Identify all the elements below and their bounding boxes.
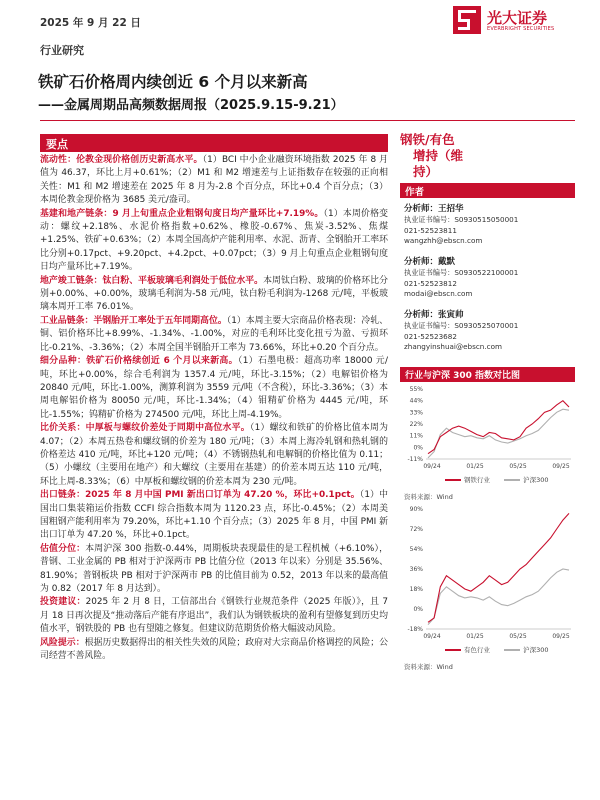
author-email[interactable]: wangzhh@ebscn.com (404, 236, 483, 246)
logo-text-cn: 光大证券 (487, 9, 548, 27)
author-cert: 执业证书编号：S0930525070001 (404, 321, 519, 330)
author-email[interactable]: modai@ebscn.com (404, 289, 473, 299)
report-subtitle: ——金属周期品高频数据周报（2025.9.15-9.21） (38, 98, 344, 113)
author-card (404, 309, 574, 353)
legend-swatch (504, 649, 520, 651)
sector-rating (400, 132, 466, 180)
chart1-source: 资料来源：Wind (404, 493, 453, 501)
y-tick-label: 72% (409, 526, 423, 533)
steel-vs-csi300-chart (400, 385, 575, 473)
y-tick-label: 54% (409, 546, 423, 553)
summary-paragraph: 基建和地产链条：9 月上旬重点企业粗钢旬度日均产量环比+7.19%。（1）本周价格变动：螺纹+2.18%、水泥价格指数+0.62%、橡胶-0.67%、焦炭-3.52%、焦煤+1.25%、铁矿+0.63%；（2）本周全国高炉产能利用率、水泥、沥青、全钢胎开工率环比分别+0.17pct、+9.20pct、+4.2pct、+0.07pct；（3）9 月上旬重点企业粗钢旬度日均产量环比+7.19%。 (40, 208, 389, 273)
y-tick-label: 18% (409, 586, 423, 593)
authors-header (400, 183, 575, 198)
title-divider (40, 120, 575, 121)
summary-paragraph: 比价关系：中厚板与螺纹价差处于同期中高位水平。（1）螺纹和铁矿的价格比值本周为 4.07；（2）本周五热卷和螺纹钢的价差为 180 元/吨；（3）本周上海冷轧钢和热轧钢的价格差达 410 元/吨，环比+120 元/吨；（4）不锈钢热轧和电解铜的价格比值为 0.11；（5）小螺纹（主要用在地产）和大螺纹（主要用在基建）的价差本周五达 110 元/吨，环比上周-8.33%；（6）中厚板和螺纹钢的价差本周为 230 元/吨。 (40, 423, 388, 487)
legend-item: 沪深300 (504, 476, 548, 484)
x-tick-label: 01/25 (466, 633, 484, 640)
author-cert: 执业证书编号：S0930522100001 (404, 268, 519, 277)
x-tick-label: 01/25 (466, 463, 484, 470)
summary-paragraph: 细分品种：铁矿石价格续创近 6 个月以来新高。（1）石墨电极：超高功率 18000 元/吨，环比+0.00%，综合毛利润为 1357.4 元/吨，环比-3.15%；（2）电解铝价格为 20840 元/吨，环比-1.00%，测算利润为 3559 元/吨（不含税），环比-3.36%；（3）本周电解铝价格为 80050 元/吨，环比-1.34%；（4）钼精矿价格为 4445 元/吨，环比-1.55%；钨精矿价格为 274500 元/吨，环比上周-4.19%。 (40, 356, 388, 420)
y-tick-label: -11% (407, 456, 423, 463)
legend-swatch (504, 479, 520, 481)
y-tick-label: 22% (409, 421, 423, 428)
y-tick-label: 44% (409, 397, 423, 405)
author-cert: 执业证书编号：S0930515050001 (404, 215, 519, 224)
rating-value: 增持（维持） (413, 148, 464, 179)
x-tick-label: 05/25 (509, 633, 527, 640)
author-name: 分析师：戴默 (404, 257, 456, 267)
authors-label: 作者 (405, 187, 425, 198)
nonferrous-vs-csi300-chart (400, 505, 575, 643)
chart2-legend (445, 645, 549, 654)
summary-paragraph: 投资建议：2025 年 2 月 8 日，工信部出台《钢铁行业规范条件（2025 年版）》，且 7 月 18 日再次提及“推动落后产能有序退出”，我们认为钢铁板块的盈利有望修复到历史均值水平，钢铁股的 PB 也有望随之修复。但建议防范期货价格大幅波动风险。 (40, 597, 388, 635)
x-tick-label: 09/24 (423, 463, 441, 470)
y-tick-label: 55% (409, 386, 423, 393)
author-card (404, 256, 574, 300)
logo-mark-icon (453, 6, 481, 34)
summary-paragraph: 风险提示：根据历史数据得出的相关性失效的风险；政府对大宗商品价格调控的风险；公司经营不善风险。 (40, 637, 388, 662)
logo-text-en: EVERBRIGHT SECURITIES (487, 26, 555, 32)
series-line (428, 401, 569, 454)
author-card (404, 203, 574, 247)
author-name: 分析师：王招华 (404, 204, 464, 214)
summary-paragraph: 地产竣工链条：钛白粉、平板玻璃毛利润处于低位水平。本周钛白粉、玻璃的价格环比分别+0.00%、+0.00%，玻璃毛利润为-58 元/吨，钛白粉毛利润为-1268 元/吨，平板玻璃本周开工率 76.01%。 (40, 275, 388, 313)
legend-item: 沪深300 (504, 646, 548, 654)
legend-item: 钢铁行业 (445, 476, 490, 484)
summary-header (40, 134, 388, 152)
x-tick-label: 09/25 (552, 463, 570, 470)
legend-swatch (445, 649, 461, 651)
summary-paragraph: 估值分位：本周沪深 300 指数-0.44%，周期板块表现最佳的是工程机械（+6.10%），普钢、工业金属的 PB 相对于沪深两市 PB 比值分位（2013 年以来）分别是 35.56%、81.90%；普钢板块 PB 相对于沪深两市 PB 的比值目前为 0.52，2013 年以来的最高值为 0.82（2017 年 8 月达到）。 (40, 543, 388, 594)
summary-label: 要点 (46, 138, 68, 151)
summary-paragraph: 工业品链条：半钢胎开工率处于五年同期高位。（1）本周主要大宗商品价格表现：冷轧、铜、铝价格环比+8.99%、-1.34%、-1.00%，对应的毛利环比变化扭亏为盈、亏损环比-0.21%、-3.36%；（2）本周全国半钢胎开工率为 73.66%，环比+0.20 个百分点。 (40, 315, 389, 353)
sector-name: 钢铁/有色 (400, 132, 455, 147)
series-line (428, 513, 569, 622)
y-tick-label: 36% (409, 566, 423, 573)
x-tick-label: 09/25 (552, 633, 570, 640)
series-line (428, 409, 569, 458)
author-phone: 021-52523682 (404, 331, 457, 341)
chart2-source: 资料来源：Wind (404, 663, 453, 671)
y-tick-label: -18% (407, 626, 423, 633)
chart1-legend (445, 475, 549, 484)
legend-swatch (445, 479, 461, 481)
author-phone: 021-52523812 (404, 278, 457, 288)
y-tick-label: 11% (409, 432, 423, 440)
everbright-logo (453, 6, 573, 38)
summary-paragraph: 出口链条：2025 年 8 月中国 PMI 新出口订单为 47.20 %，环比+0.1pct。（1）中国出口集装箱运价指数 CCFI 综合指数本周为 1120.23 点，环比-0.45%；（2）本周美国粗钢产能利用率为 79.20%，环比+1.10 个百分点；（3）2025 年 8 月，中国 PMI 新出口订单为 47.20 %，环比+0.1pct。 (40, 490, 389, 541)
report-category: 行业研究 (40, 44, 84, 57)
chart-section-label: 行业与沪深 300 指数对比图 (405, 371, 521, 381)
author-phone: 021-52523811 (404, 225, 457, 235)
x-tick-label: 05/25 (509, 463, 527, 470)
y-tick-label: 33% (409, 409, 423, 417)
author-email[interactable]: zhangyinshuai@ebscn.com (404, 342, 502, 352)
y-tick-label: 0% (413, 606, 423, 613)
legend-item: 有色行业 (445, 646, 490, 654)
author-name: 分析师：张寅帅 (404, 310, 464, 320)
x-tick-label: 09/24 (423, 633, 441, 640)
summary-body (40, 154, 388, 663)
y-tick-label: 0% (413, 444, 423, 452)
y-tick-label: 90% (409, 506, 423, 513)
chart-section-header (400, 367, 575, 382)
report-date: 2025 年 9 月 22 日 (40, 17, 141, 29)
report-title: 铁矿石价格周内续创近 6 个月以来新高 (38, 73, 308, 91)
summary-paragraph: 流动性：伦教金现价格创历史新高水平。（1）BCI 中小企业融资环境指数 2025 年 8 月值为 46.37，环比上月+0.61%；（2）M1 和 M2 增速差与上证指数存在较强的正向相关性：M1 和 M2 增速差在 2025 年 8 月为-2.8 个百分点，环比+0.4 个百分点；（3）本周伦教金现价格为 3685 美元/盎司。 (40, 155, 388, 206)
